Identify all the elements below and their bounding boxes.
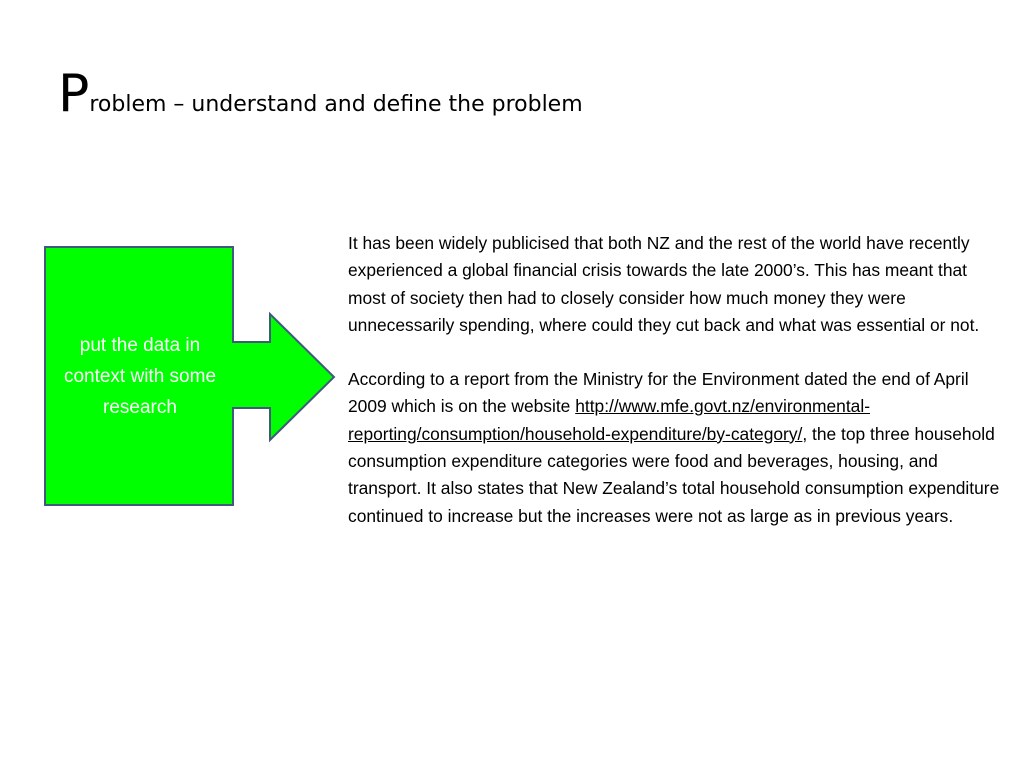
report-summary-text: , the top three household consumption expenditure categories were food and beverages, housing, and transport. It also states that New Zealand’s total household consumption expenditure continued to increase but the increases were not as large as in previous years. xyxy=(348,423,1000,526)
paragraph-report xyxy=(348,366,1008,530)
report-intro-text: According to a report from the Ministry for the Environment dated the end of April 2009 which is on the website xyxy=(348,369,969,417)
callout-arrow-box xyxy=(44,246,336,506)
paragraph-crisis: It has been widely publicised that both NZ and the rest of the world have recently experienced a global financial crisis towards the late 2000’s. This has meant that most of society then had to closely consider how much money they were unnecessarily spending, where could they cut back and what was essential or not. xyxy=(348,233,980,335)
title-text: roblem – understand and define the problem xyxy=(89,92,583,117)
slide-title xyxy=(58,64,583,124)
body-text xyxy=(348,230,1008,530)
callout-text: put the data in context with some research xyxy=(63,335,217,418)
mfe-website-link[interactable]: http://www.mfe.govt.nz/environmental-reporting/consumption/household-expenditure/by-category/ xyxy=(348,396,870,444)
title-initial-letter: P xyxy=(58,64,90,124)
